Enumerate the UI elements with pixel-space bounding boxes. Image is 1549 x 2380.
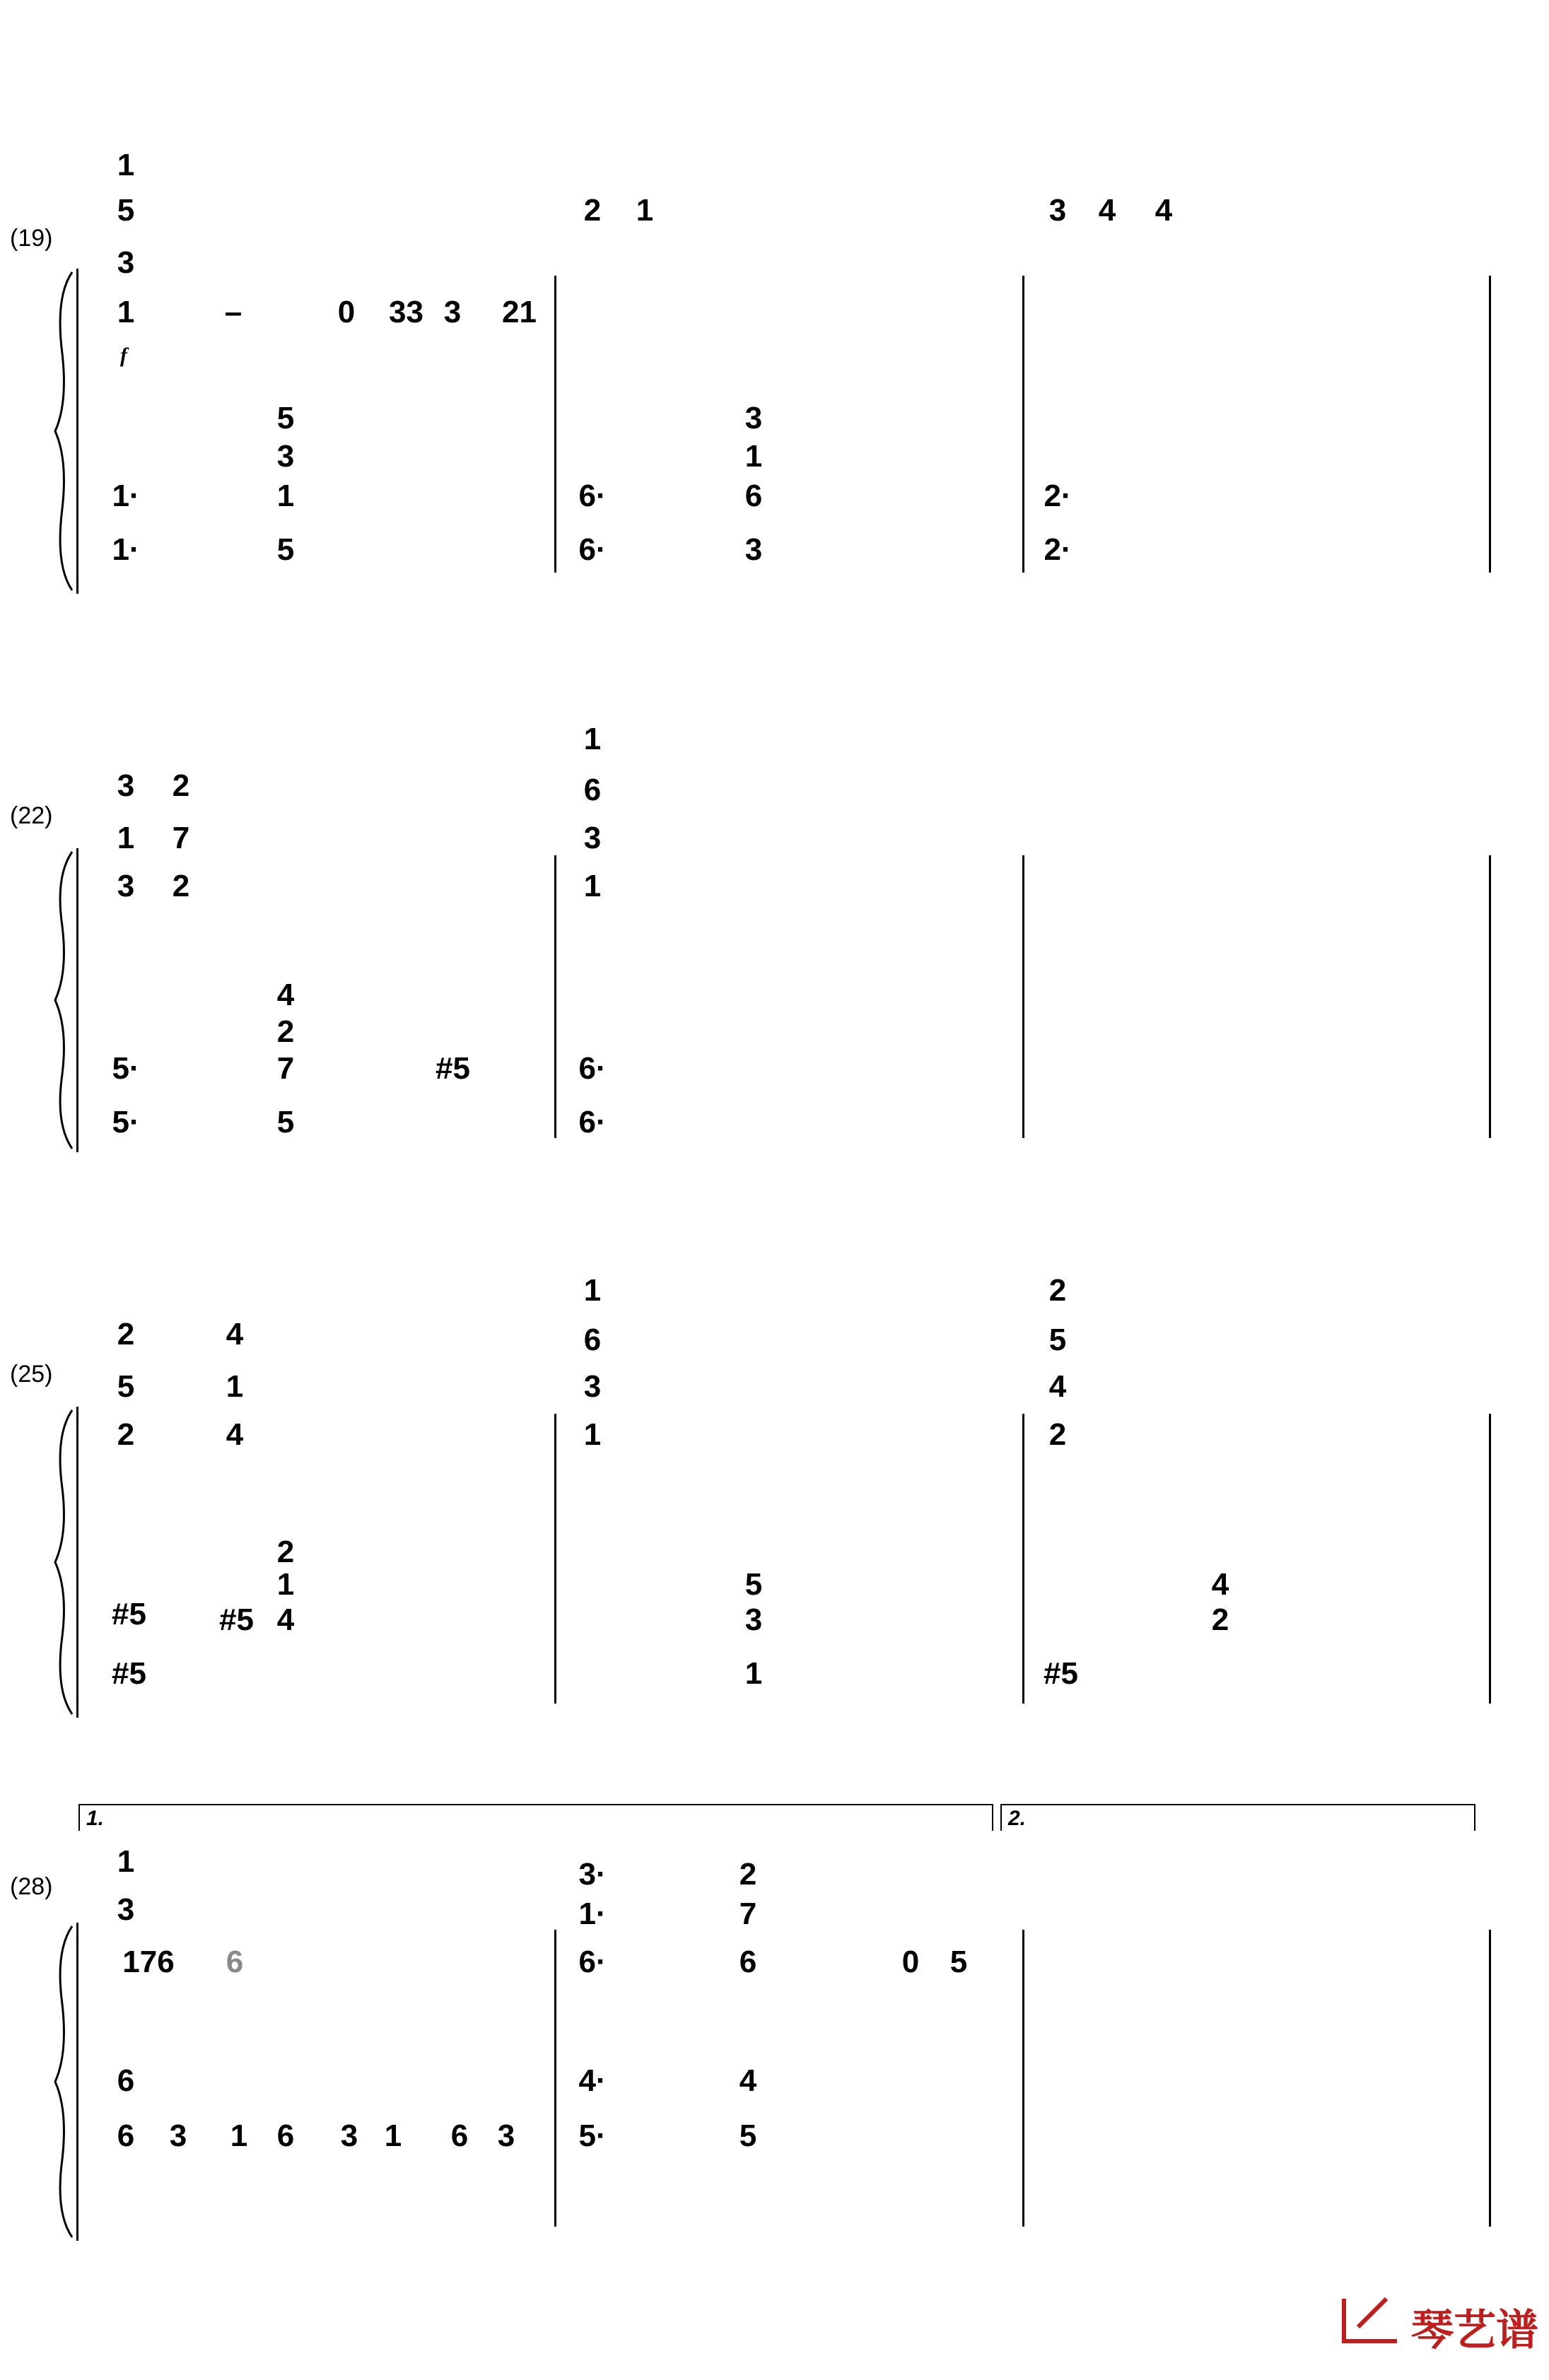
note: 6 <box>117 2063 135 2098</box>
note: 6 <box>276 2118 295 2153</box>
note: 6· <box>578 532 607 567</box>
barline <box>1022 1930 1024 2227</box>
brand-logo <box>1330 2288 1538 2354</box>
note: 1 <box>583 869 602 903</box>
note: 3 <box>583 821 602 855</box>
note: 3· <box>578 1857 607 1892</box>
note: 3 <box>443 295 462 329</box>
note: 2 <box>1048 1273 1067 1308</box>
note: 2 <box>1048 1417 1067 1452</box>
note: 5· <box>112 1105 140 1139</box>
system-barline <box>76 848 78 1152</box>
volta-bracket-icon <box>78 1802 1478 1831</box>
note: 2 <box>276 1535 295 1569</box>
barline <box>554 1930 556 2227</box>
note: 5 <box>276 401 295 435</box>
note: 2 <box>739 1857 757 1892</box>
note: 1 <box>583 722 602 756</box>
note: 6· <box>578 1945 607 1979</box>
note: 2 <box>117 1417 135 1452</box>
note: 2· <box>1044 532 1072 567</box>
brace-icon <box>49 269 78 594</box>
note: 6· <box>578 479 607 513</box>
note: 1 <box>276 1567 295 1602</box>
note: 3 <box>744 532 763 567</box>
note: 1 <box>744 439 763 474</box>
logo-icon <box>1330 2288 1401 2352</box>
note: 5 <box>117 193 135 228</box>
barline <box>1489 276 1491 573</box>
note: 1 <box>117 295 135 329</box>
note: 4 <box>276 1602 295 1637</box>
note: 6· <box>578 1105 607 1139</box>
note: 2 <box>1211 1602 1229 1637</box>
note: 5 <box>1048 1323 1067 1357</box>
note: 4 <box>1155 193 1173 228</box>
measure-number: (22) <box>10 802 53 829</box>
system-barline <box>76 269 78 594</box>
note: 2 <box>117 1317 135 1352</box>
note: 5 <box>739 2118 757 2153</box>
note: 3 <box>744 1602 763 1637</box>
note: 3 <box>169 2118 187 2153</box>
note: 3 <box>340 2118 358 2153</box>
measure-number: (25) <box>10 1361 53 1388</box>
note: 1 <box>276 479 295 513</box>
note: 2 <box>583 193 602 228</box>
note: – <box>224 295 242 329</box>
barline <box>1489 855 1491 1138</box>
note: 4 <box>1211 1567 1229 1602</box>
logo-text: 琴艺谱 <box>1411 2306 1538 2354</box>
note: 6 <box>744 479 763 513</box>
note: 2 <box>172 768 190 803</box>
note: 21 <box>502 295 537 329</box>
note: 2 <box>172 869 190 903</box>
note: 3 <box>117 768 135 803</box>
note: 7 <box>739 1897 757 1931</box>
barline <box>1022 1414 1024 1704</box>
brace-icon <box>49 848 78 1152</box>
note: 5 <box>276 1105 295 1139</box>
note: 3 <box>276 439 295 474</box>
note: 3 <box>1048 193 1067 228</box>
measure-number: (19) <box>10 225 53 252</box>
note: 3 <box>117 245 135 280</box>
note: 2· <box>1044 479 1072 513</box>
note: 1 <box>744 1656 763 1691</box>
note: 3 <box>497 2118 515 2153</box>
note: #5 <box>112 1597 146 1631</box>
barline <box>554 1414 556 1704</box>
note: 3 <box>117 869 135 903</box>
note: 4 <box>1098 193 1116 228</box>
note: 1 <box>583 1417 602 1452</box>
note: 4· <box>578 2063 607 2098</box>
note: 5 <box>117 1369 135 1404</box>
note: 3 <box>744 401 763 435</box>
barline <box>554 276 556 573</box>
note: 4 <box>276 978 295 1012</box>
note: 1 <box>583 1273 602 1308</box>
note: 1 <box>117 821 135 855</box>
note: 4 <box>226 1317 244 1352</box>
note: 6· <box>578 1051 607 1086</box>
note: 33 <box>389 295 423 329</box>
note: 5 <box>744 1567 763 1602</box>
note: 1 <box>226 1369 244 1404</box>
note: 5 <box>276 532 295 567</box>
note: #5 <box>436 1051 470 1086</box>
measure-number: (28) <box>10 1873 53 1900</box>
note: 1 <box>230 2118 248 2153</box>
note: #5 <box>112 1656 146 1691</box>
barline <box>554 855 556 1138</box>
note: 6 <box>117 2118 135 2153</box>
note: 176 <box>122 1945 175 1979</box>
note: 1· <box>112 479 140 513</box>
note: 7 <box>172 821 190 855</box>
note: 0 <box>901 1945 920 1979</box>
note: 1 <box>636 193 654 228</box>
note: 6 <box>739 1945 757 1979</box>
note: 3 <box>583 1369 602 1404</box>
barline <box>1489 1414 1491 1704</box>
note: 4 <box>226 1417 244 1452</box>
note: 4 <box>739 2063 757 2098</box>
note: #5 <box>1044 1656 1078 1691</box>
system-barline <box>76 1923 78 2241</box>
note: 2 <box>276 1014 295 1049</box>
barline <box>1022 855 1024 1138</box>
note: 4 <box>1048 1369 1067 1404</box>
system-barline <box>76 1407 78 1718</box>
note: 0 <box>337 295 356 329</box>
note: 6 <box>226 1945 244 1979</box>
note: 5· <box>578 2118 607 2153</box>
dynamic-mark: f <box>120 344 127 367</box>
barline <box>1022 276 1024 573</box>
note: 1· <box>578 1897 607 1931</box>
note: 1 <box>117 148 135 182</box>
note: 7 <box>276 1051 295 1086</box>
note: 6 <box>583 773 602 807</box>
barline <box>1489 1930 1491 2227</box>
note: 5 <box>949 1945 968 1979</box>
brace-icon <box>49 1407 78 1718</box>
note: #5 <box>219 1602 254 1637</box>
note: 5· <box>112 1051 140 1086</box>
note: 6 <box>450 2118 469 2153</box>
note: 3 <box>117 1892 135 1927</box>
brace-icon <box>49 1923 78 2241</box>
note: 1· <box>112 532 140 567</box>
note: 1 <box>384 2118 402 2153</box>
note: 6 <box>583 1323 602 1357</box>
ending-label: 2. <box>1008 1807 1027 1830</box>
note: 1 <box>117 1844 135 1879</box>
ending-label: 1. <box>86 1807 105 1830</box>
